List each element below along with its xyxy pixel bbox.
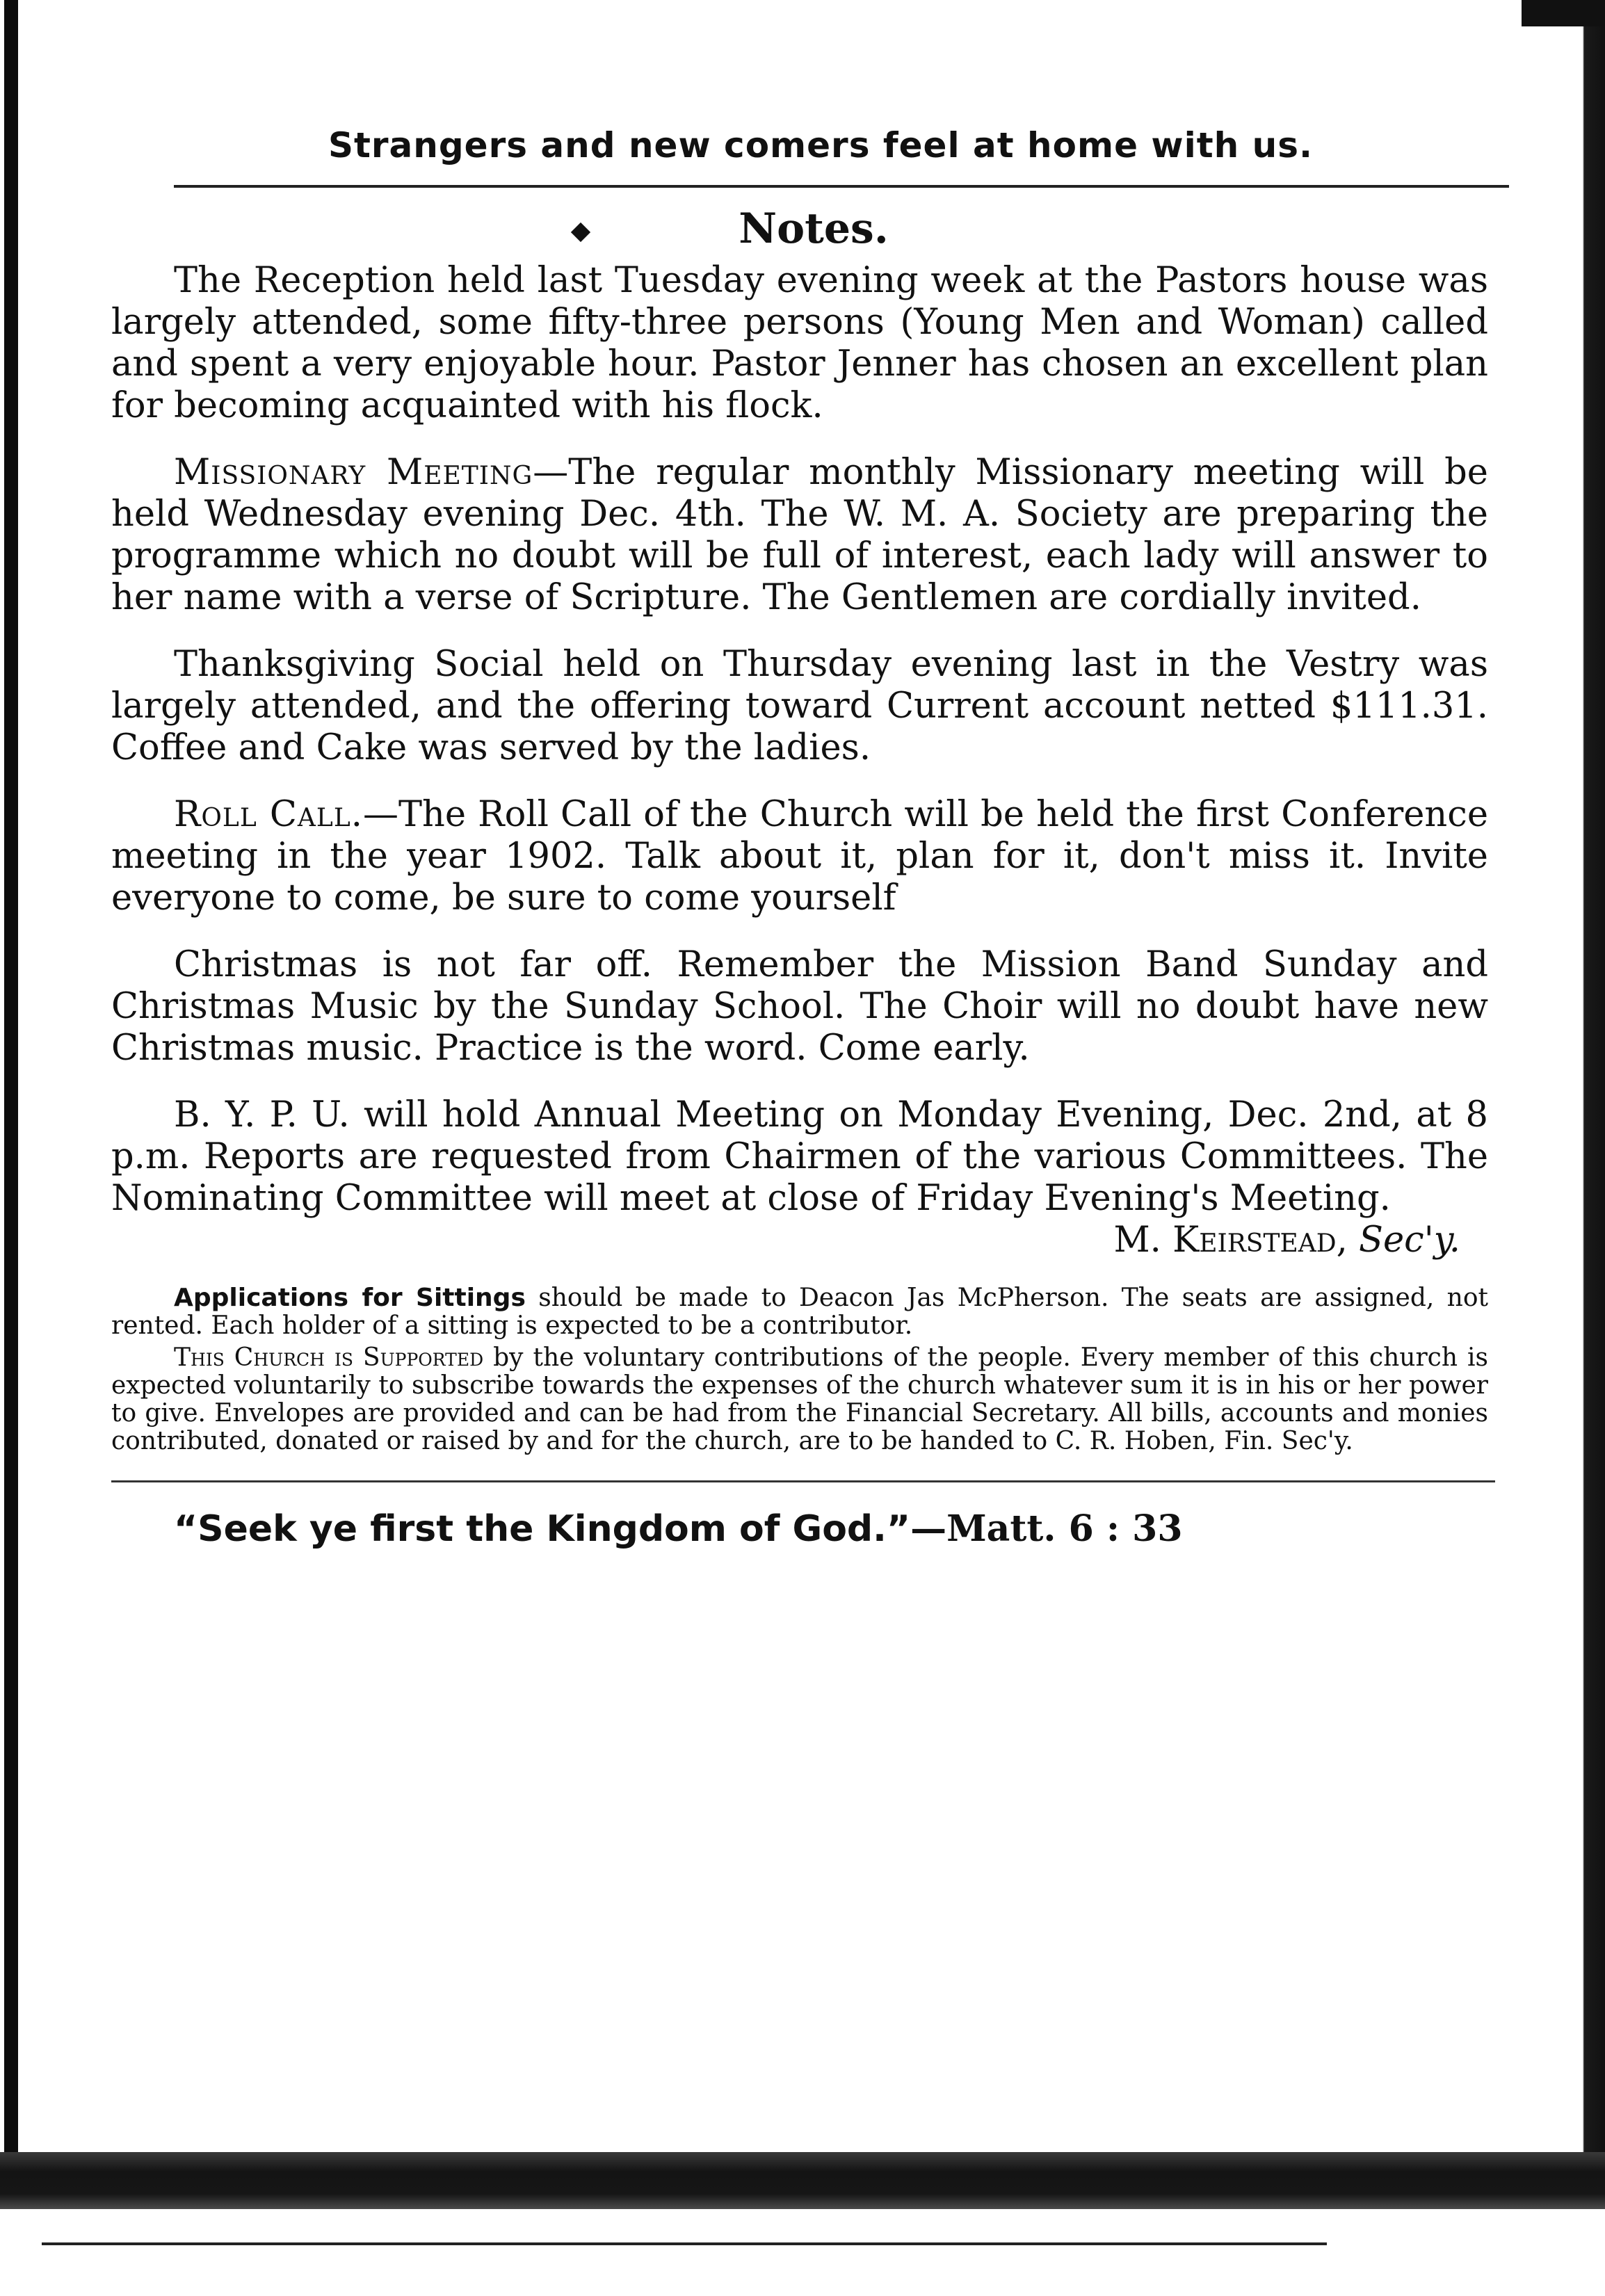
page-heading: Notes. xyxy=(739,204,889,253)
bulletin-page xyxy=(111,125,1488,1550)
note-roll-call xyxy=(111,794,1488,919)
note-missionary xyxy=(111,452,1488,619)
diamond-icon xyxy=(571,223,590,242)
note-roll-call-body: —The Roll Call of the Church will be held the first Conference meeting in the year 1902. Talk about it, plan for it, don't miss it. Invite everyone to come, be sure to come yourself xyxy=(111,794,1489,919)
sittings-body: should be made to Deacon Jas McPherson. The seats are assigned, not rented. Each holder of a sitting is expected to be a contributor. xyxy=(111,1284,1488,1340)
scan-edge-right xyxy=(1576,0,1605,2296)
support-lead: This Church is Supported xyxy=(174,1343,484,1372)
scan-bottom-margin xyxy=(0,2209,1605,2296)
fine-print xyxy=(111,1284,1488,1455)
notes-section xyxy=(111,260,1488,1261)
scan-bottom-line xyxy=(42,2242,1327,2245)
sittings-lead: Applications for Sittings xyxy=(174,1284,526,1312)
note-thanksgiving: Thanksgiving Social held on Thursday evening last in the Vestry was largely attended, and the offering toward Current account netted $111.31. Coffee and Cake was served by the ladies. xyxy=(111,644,1488,768)
note-bypu: B. Y. P. U. will hold Annual Meeting on Monday Evening, Dec. 2nd, at 8 p.m. Reports are requested from Chairmen of the various Committees. The Nominating Committee will meet at close of Friday Evening's Meeting. xyxy=(111,1094,1488,1219)
support-notice xyxy=(111,1344,1488,1455)
note-christmas: Christmas is not far off. Remember the Mission Band Sunday and Christmas Music by the Sunday School. The Choir will no doubt have new Christmas music. Practice is the word. Come early. xyxy=(111,944,1488,1069)
scan-bottom-band xyxy=(0,2152,1605,2209)
motto-reference: —Matt. 6 : 33 xyxy=(910,1507,1183,1550)
tagline: Strangers and new comers feel at home with us. xyxy=(328,125,1314,165)
tagline-rule xyxy=(174,185,1509,188)
note-reception: The Reception held last Tuesday evening week at the Pastors house was largely attended, some fifty-three persons (Young Men and Woman) called and spent a very enjoyable hour. Pastor Jenner has chosen an excellent plan for becoming acquainted with his flock. xyxy=(111,260,1488,426)
signature xyxy=(111,1220,1488,1261)
motto xyxy=(174,1507,1488,1550)
motto-text: “Seek ye first the Kingdom of God.” xyxy=(174,1508,911,1550)
scan-edge-left xyxy=(4,0,18,2296)
signature-title: Sec'y. xyxy=(1359,1220,1460,1261)
signature-name: M. Keirstead, xyxy=(1113,1220,1348,1261)
support-body: by the voluntary contributions of the people. Every member of this church is expected voluntarily to subscribe towards the expenses of the church whatever sum it is in his or her power to give. Envelopes are provided and can be had from the Financial Secretary. All bills, accounts and monies contributed, donated or raised by and for the church, are to be handed to C. R. Hoben, Fin. Sec'y. xyxy=(111,1343,1488,1455)
motto-rule xyxy=(111,1480,1495,1482)
note-missionary-lead: Missionary Meeting xyxy=(174,452,533,493)
scan-corner-mark xyxy=(1522,0,1605,26)
heading-row xyxy=(111,204,1488,253)
note-roll-call-lead: Roll Call. xyxy=(174,794,363,835)
sittings-notice xyxy=(111,1284,1488,1340)
note-missionary-body: —The regular monthly Missionary meeting will be held Wednesday evening Dec. 4th. The W. M. A. Society are preparing the programme which no doubt will be full of interest, each lady will answer to her name with a verse of Scripture. The Gentlemen are cordially invited. xyxy=(111,452,1488,618)
